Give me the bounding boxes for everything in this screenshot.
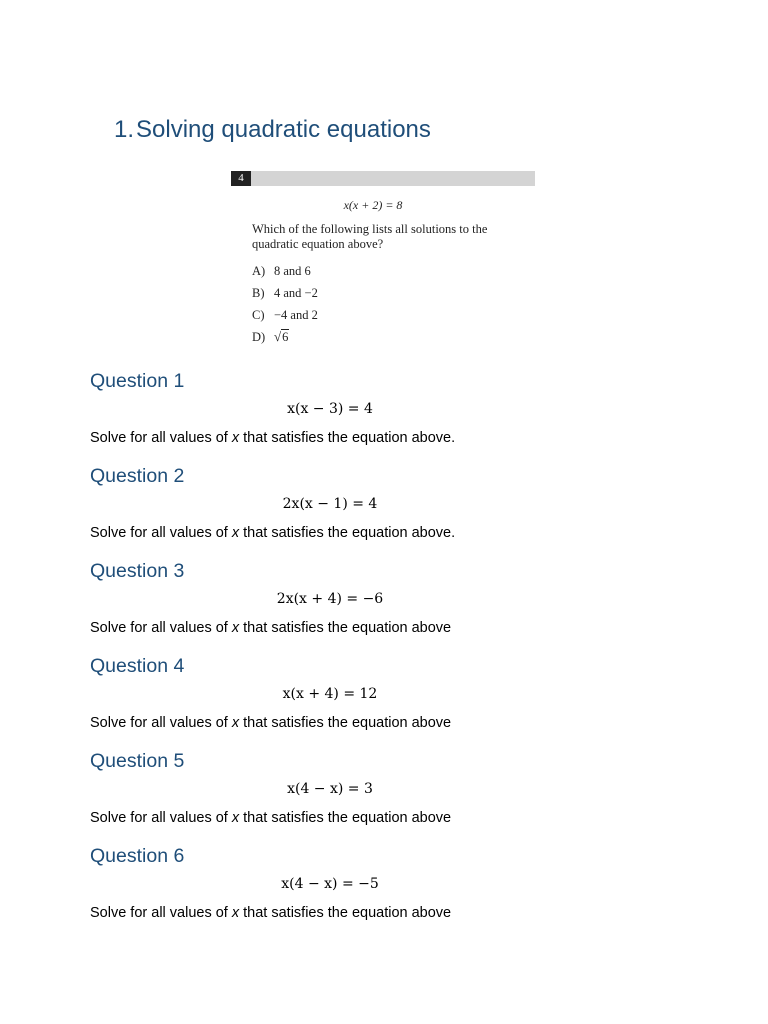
instruction-text: Solve for all values of — [90, 620, 232, 636]
instruction-text: that satisfies the equation above — [239, 810, 452, 826]
sample-question-image — [231, 171, 535, 348]
question-4 — [90, 654, 690, 732]
question-title: Question 4 — [90, 655, 185, 677]
question-instruction — [90, 714, 690, 732]
question-instruction — [90, 904, 690, 922]
option-a — [252, 260, 535, 282]
option-letter: B) — [252, 286, 265, 300]
instruction-text: Solve for all values of — [90, 430, 232, 446]
question-title: Question 3 — [90, 560, 185, 582]
sample-options — [252, 260, 535, 348]
sqrt-icon: √ — [274, 329, 282, 344]
question-equation: x(4 − x) = −5 — [281, 876, 379, 892]
instruction-variable: x — [231, 905, 240, 921]
sample-question-header-bar — [231, 171, 535, 186]
instruction-variable: x — [231, 430, 240, 446]
question-2 — [90, 464, 690, 542]
heading-number: 1. — [114, 116, 135, 143]
question-5 — [90, 749, 690, 827]
instruction-variable: x — [231, 620, 240, 636]
instruction-text: Solve for all values of — [90, 715, 232, 731]
question-equation: x(4 − x) = 3 — [287, 781, 373, 797]
option-text: 6 — [282, 330, 289, 344]
page-title — [114, 116, 431, 144]
option-text: 4 and −2 — [274, 286, 318, 300]
instruction-text: Solve for all values of — [90, 810, 232, 826]
option-c — [252, 304, 535, 326]
instruction-variable: x — [231, 810, 240, 826]
question-title: Question 2 — [90, 465, 185, 487]
instruction-variable: x — [231, 715, 240, 731]
instruction-text: Solve for all values of — [90, 525, 232, 541]
question-title: Question 6 — [90, 845, 185, 867]
option-letter: A) — [252, 264, 266, 278]
question-title: Question 5 — [90, 750, 185, 772]
option-letter: C) — [252, 308, 265, 322]
question-1 — [90, 369, 690, 447]
question-instruction — [90, 429, 690, 447]
question-6 — [90, 844, 690, 922]
instruction-text: Solve for all values of — [90, 905, 232, 921]
question-instruction — [90, 809, 690, 827]
option-text: −4 and 2 — [274, 308, 318, 322]
instruction-text: that satisfies the equation above — [239, 620, 452, 636]
question-instruction — [90, 524, 690, 542]
option-text: 8 and 6 — [274, 264, 311, 278]
question-3 — [90, 559, 690, 637]
question-equation: x(x + 4) = 12 — [282, 686, 378, 702]
instruction-text: that satisfies the equation above — [239, 905, 452, 921]
sample-question-number: 4 — [231, 171, 251, 186]
heading-text: Solving quadratic equations — [136, 116, 431, 143]
option-b — [252, 282, 535, 304]
instruction-text: that satisfies the equation above. — [239, 430, 456, 446]
sample-equation: x(x + 2) = 8 — [343, 198, 403, 212]
option-letter: D) — [252, 330, 266, 344]
instruction-text: that satisfies the equation above. — [239, 525, 456, 541]
question-equation: 2x(x + 4) = −6 — [276, 591, 384, 607]
instruction-text: that satisfies the equation above — [239, 715, 452, 731]
option-d — [252, 326, 535, 348]
instruction-variable: x — [231, 525, 240, 541]
sample-prompt: Which of the following lists all solutions to the quadratic equation above? — [252, 222, 488, 251]
question-title: Question 1 — [90, 370, 185, 392]
question-equation: x(x − 3) = 4 — [287, 401, 373, 417]
question-equation: 2x(x − 1) = 4 — [282, 496, 378, 512]
question-instruction — [90, 619, 690, 637]
